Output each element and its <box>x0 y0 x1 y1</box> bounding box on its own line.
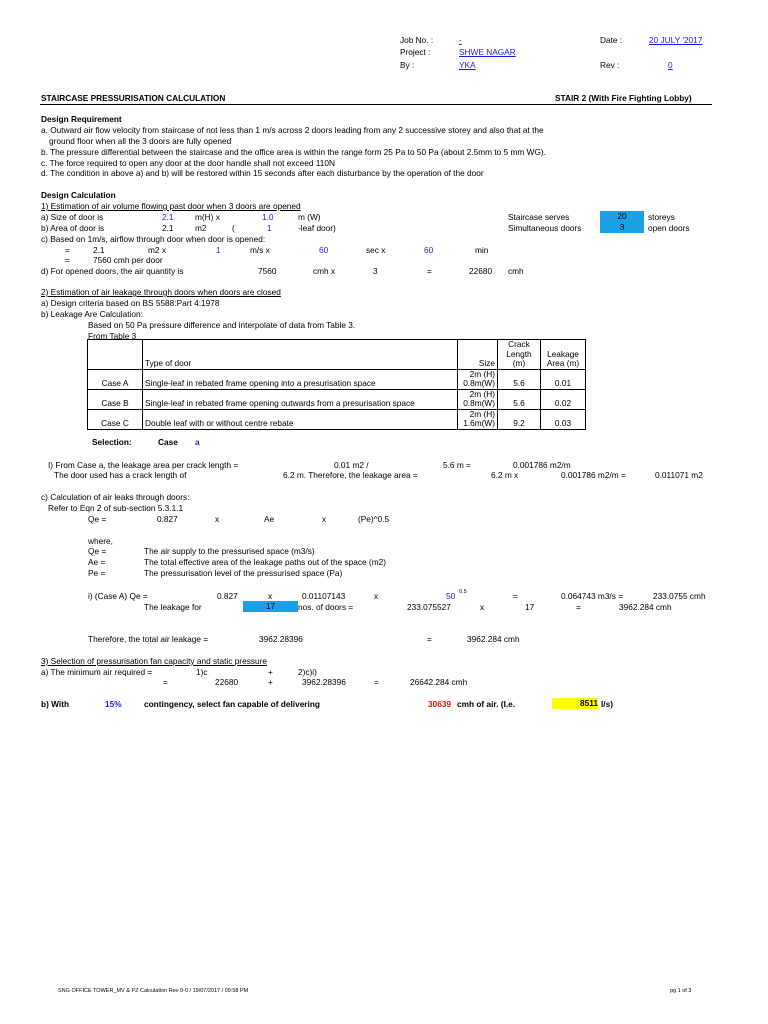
case-b-label: Case B <box>88 389 143 409</box>
table-header-type: Type of door <box>143 340 458 370</box>
case-a-label: Case A <box>88 369 143 389</box>
per-crack-area: 0.01 m2 / <box>334 460 369 470</box>
leakage-per-door: 233.075527 <box>407 602 451 612</box>
requirement-a2: ground floor when all the 3 doors are fully opened <box>49 136 232 146</box>
leakage-count-2: 17 <box>525 602 535 612</box>
fan-ls-unit: l/s) <box>601 699 613 709</box>
case-c-size-h: 2m (H) <box>469 408 495 419</box>
fan-cmh-text: cmh of air. (I.e. <box>457 699 516 709</box>
fan-cmh: 30639 <box>428 699 452 709</box>
case-b-size-h: 2m (H) <box>469 388 495 399</box>
airflow-x2: m/s x <box>250 245 270 255</box>
selection-value: a <box>195 437 200 447</box>
min-air-value1: 22680 <box>215 677 239 687</box>
case-c-area: 0.03 <box>541 409 586 429</box>
leakage-table <box>87 339 586 430</box>
airflow-result: 7560 cmh per door <box>93 255 163 265</box>
door-leaf-paren: ( <box>232 223 235 233</box>
project-label: Project : <box>400 47 431 57</box>
case-b-type: Single-leaf in rebated frame opening outwards from a presurisation space <box>143 389 458 409</box>
case-c-type: Double leaf with or without centre rebate <box>143 409 458 429</box>
case-b-crack: 5.6 <box>498 389 541 409</box>
door-height-unit: m(H) x <box>195 212 220 222</box>
crack-total-area: 0.011071 m2 <box>655 470 703 480</box>
case-c-size-w: 1.6m(W) <box>463 418 495 428</box>
case-a-exponent: 0.5 <box>459 589 467 595</box>
from-table-text: From Table 3 <box>88 331 137 341</box>
case-a-crack: 5.6 <box>498 369 541 389</box>
case-a-area: 0.01 <box>541 369 586 389</box>
by-label: By : <box>400 60 415 70</box>
case-a-m3s: 0.064743 m3/s = <box>561 591 624 601</box>
case-a-qe-label: i) (Case A) Qe = <box>88 591 148 601</box>
case-a-cmh: 233.0755 cmh <box>653 591 706 601</box>
leakage-for-label: The leakage for <box>144 602 202 612</box>
formula-coef: 0.827 <box>157 514 178 524</box>
min-air-plus2: + <box>268 677 273 687</box>
case-c-label: Case C <box>88 409 143 429</box>
fan-ls: 8511 <box>552 698 598 709</box>
door-size-label: a) Size of door is <box>41 212 104 222</box>
job-label: Job No. : <box>400 35 434 45</box>
based-on-text: Based on 50 Pa pressure difference and interpolate of data from Table 3. <box>88 320 356 330</box>
table-header-case <box>88 340 143 370</box>
job-value: - <box>459 35 462 45</box>
door-area-label: b) Area of door is <box>41 223 105 233</box>
case-a-coef: 0.827 <box>217 591 238 601</box>
air-leak-label: c) Calculation of air leaks through doors: <box>41 492 190 502</box>
door-area-unit: m2 <box>195 223 207 233</box>
leakage-x: x <box>480 602 485 612</box>
date-value: 20 JULY '2017 <box>649 35 703 45</box>
project-value: SHWE NAGAR <box>459 47 516 57</box>
door-leaf-text: -leaf door) <box>298 223 336 233</box>
requirement-heading: Design Requirement <box>41 114 122 124</box>
def-qe-text: The air supply to the pressurised space (m3/s) <box>144 546 315 556</box>
case-a-ae: 0.01107143 <box>302 591 346 601</box>
airflow-minutes: 60 <box>424 245 434 255</box>
contingency-text: contingency, select fan capable of delivering <box>144 699 320 709</box>
by-value: YKA <box>459 60 476 70</box>
air-quantity-per-door: 7560 <box>258 266 277 276</box>
airflow-x4: min <box>475 245 489 255</box>
leakage-eq: = <box>576 602 581 612</box>
min-air-label: a) The minimum air required = <box>41 667 153 677</box>
case-a-eq: = <box>513 591 518 601</box>
table-header-size: Size <box>458 340 498 370</box>
case-a-pe: 50 <box>446 591 456 601</box>
door-width: 1.0 <box>262 212 274 222</box>
requirement-d: d. The condition in above a) and b) will be restored within 15 seconds after each disturbance by the operation of the door <box>41 168 484 178</box>
selection-case: Case <box>158 437 178 447</box>
stair-title: STAIR 2 (With Fire Fighting Lobby) <box>555 93 692 103</box>
leakage-calc-label: b) Leakage Are Calculation: <box>41 309 143 319</box>
total-leakage-value: 3962.28396 <box>259 634 303 644</box>
airflow-eq2: = <box>65 255 70 265</box>
total-leakage-result: 3962.284 cmh <box>467 634 520 644</box>
leakage-door-count: 17 <box>243 601 298 612</box>
fan-with-label: b) With <box>41 699 70 709</box>
formula-pe: (Pe)^0.5 <box>358 514 390 524</box>
def-pe-text: The pressurisation level of the pressurised space (Pa) <box>144 568 343 578</box>
crack-length-text: 6.2 m. Therefore, the leakage area = <box>283 470 418 480</box>
section-1-title: 1) Estimation of air volume flowing past door when 3 doors are opened <box>41 201 301 211</box>
crack-area-per-m: 0.001786 m2/m = <box>561 470 626 480</box>
formula-ae: Ae <box>264 514 275 524</box>
case-c-crack: 9.2 <box>498 409 541 429</box>
table-row <box>88 389 586 409</box>
formula-x1: x <box>215 514 220 524</box>
door-height: 2.1 <box>162 212 174 222</box>
min-air-plus: + <box>268 667 273 677</box>
page-title: STAIRCASE PRESSURISATION CALCULATION <box>41 93 226 103</box>
airflow-area: 2.1 <box>93 245 105 255</box>
formula-x2: x <box>322 514 327 524</box>
door-leaf-count: 1 <box>267 223 272 233</box>
case-b-size-w: 0.8m(W) <box>463 398 495 408</box>
staircase-serves-label: Staircase serves <box>508 212 570 222</box>
rev-label: Rev : <box>600 60 620 70</box>
footer-page-number: pg 1 of 3 <box>670 988 692 994</box>
case-b-area: 0.02 <box>541 389 586 409</box>
selection-label: Selection: <box>92 437 132 447</box>
staircase-serves-value: 20 <box>600 211 644 222</box>
table-row <box>88 409 586 429</box>
case-a-x1: x <box>268 591 273 601</box>
case-c-size <box>458 409 498 429</box>
requirement-b: b. The pressure differential between the staircase and the office area is within the range form 25 Pa to 50 Pa (about 2.5mm to 5 mm WG). <box>41 147 546 157</box>
case-a-size-w: 0.8m(W) <box>463 378 495 388</box>
min-air-eq2: = <box>374 677 379 687</box>
requirement-a1: a. Outward air flow velocity from staircase of not less than 1 m/s across 2 doors leading from any 2 successive storey and also that at the <box>41 125 544 135</box>
min-air-term1: 1)c <box>196 667 208 677</box>
staircase-serves-unit: storeys <box>648 212 675 222</box>
case-a-type: Single-leaf in rebated frame opening into a presurisation space <box>143 369 458 389</box>
air-quantity-label: d) For opened doors, the air quantity is <box>41 266 184 276</box>
def-pe: Pe = <box>88 568 106 578</box>
calc-heading: Design Calculation <box>41 190 116 200</box>
eqn-reference: Refer to Eqn 2 of sub-section 5.3.1.1 <box>48 503 184 513</box>
airflow-x3: sec x <box>366 245 386 255</box>
per-crack-length: 5.6 m = <box>443 460 471 470</box>
min-air-value2: 3962.28396 <box>302 677 346 687</box>
air-quantity-doors: 3 <box>373 266 378 276</box>
airflow-seconds: 60 <box>319 245 329 255</box>
crack-length-value: 6.2 m x <box>491 470 519 480</box>
def-ae: Ae = <box>88 557 106 567</box>
crack-length-label: The door used has a crack length of <box>54 470 187 480</box>
air-quantity-x: cmh x <box>313 266 336 276</box>
total-leakage-label: Therefore, the total air leakage = <box>88 634 209 644</box>
airflow-eq: = <box>65 245 70 255</box>
where-label: where, <box>88 536 113 546</box>
table-header-crack: Crack Length (m) <box>498 340 541 370</box>
formula-qe: Qe = <box>88 514 107 524</box>
table-header-row <box>88 340 586 370</box>
title-rule <box>40 104 712 105</box>
case-a-size <box>458 369 498 389</box>
section-3-title: 3) Selection of pressurisation fan capacity and static pressure <box>41 656 267 666</box>
leakage-result: 3962.284 cmh <box>619 602 672 612</box>
min-air-term2: 2)c)i) <box>298 667 317 677</box>
def-ae-text: The total effective area of the leakage paths out of the space (m2) <box>144 557 386 567</box>
table-row <box>88 369 586 389</box>
door-width-unit: m (W) <box>298 212 321 222</box>
case-a-x2: x <box>374 591 379 601</box>
leakage-doors-text: nos. of doors = <box>298 602 354 612</box>
air-quantity-eq: = <box>427 266 432 276</box>
footer-file-info: SNG OFFICE TOWER_MV & PZ Calculation Rev 0-0 / 19/07/2017 / 09:58 PM <box>58 988 249 994</box>
min-air-eq: = <box>163 677 168 687</box>
date-label: Date : <box>600 35 623 45</box>
design-criteria: a) Design criteria based on BS 5588:Part 4:1978 <box>41 298 220 308</box>
rev-value: 0 <box>668 60 673 70</box>
per-crack-result: 0.001786 m2/m <box>513 460 571 470</box>
airflow-velocity: 1 <box>216 245 221 255</box>
case-b-size <box>458 389 498 409</box>
contingency-pct: 15% <box>105 699 122 709</box>
air-quantity-unit: cmh <box>508 266 524 276</box>
case-a-size-h: 2m (H) <box>469 368 495 379</box>
airflow-x1: m2 x <box>148 245 166 255</box>
requirement-c: c. The force required to open any door at the door handle shall not exceed 110N <box>41 158 335 168</box>
min-air-result: 26642.284 cmh <box>410 677 468 687</box>
airflow-label: c) Based on 1m/s, airflow through door when door is opened: <box>41 234 266 244</box>
door-area: 2.1 <box>162 223 174 233</box>
simultaneous-doors-label: Simultaneous doors <box>508 223 582 233</box>
total-leakage-eq: = <box>427 634 432 644</box>
table-header-area: Leakage Area (m) <box>541 340 586 370</box>
def-qe: Qe = <box>88 546 107 556</box>
simultaneous-doors-unit: open doors <box>648 223 690 233</box>
air-quantity-result: 22680 <box>469 266 493 276</box>
simultaneous-doors-value: 3 <box>600 222 644 233</box>
per-crack-label: I) From Case a, the leakage area per crack length = <box>48 460 239 470</box>
section-2-title: 2) Estimation of air leakage through doors when doors are closed <box>41 287 281 297</box>
